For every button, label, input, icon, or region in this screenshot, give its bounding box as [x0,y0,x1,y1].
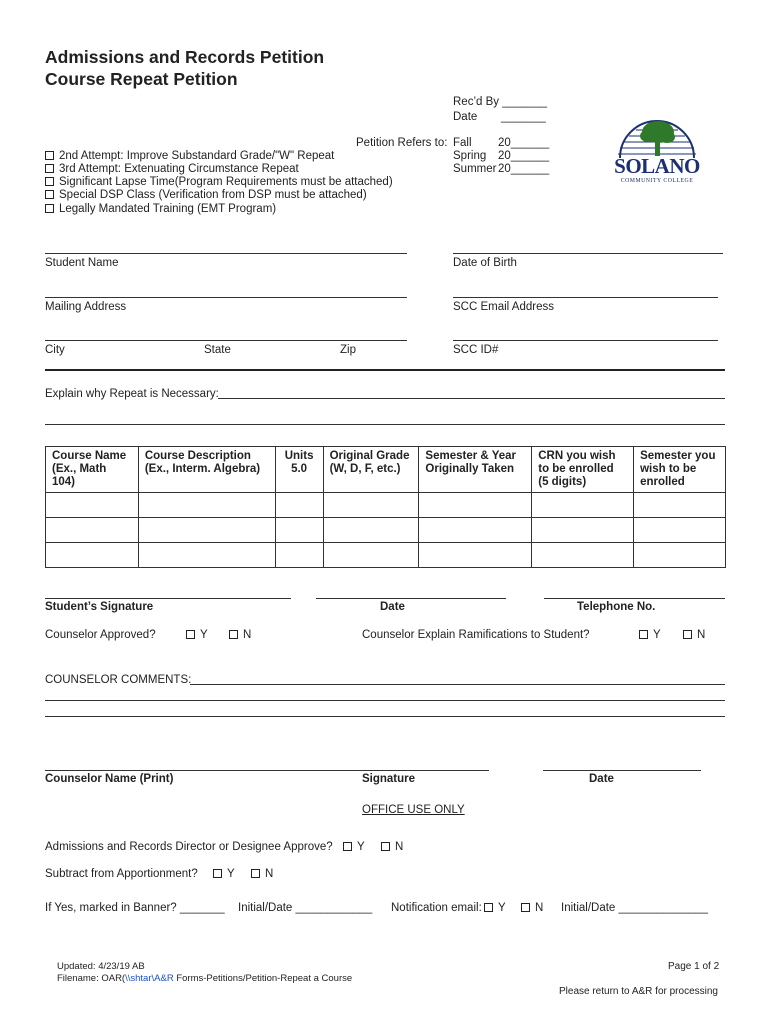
term-spring: Spring [453,150,487,162]
dob-label: Date of Birth [453,257,517,269]
col-units: Units 5.0 [275,447,323,493]
director-approve-yes[interactable]: Y [343,841,365,853]
table-row[interactable] [46,493,726,518]
checkbox-icon[interactable] [213,869,222,878]
table-row[interactable] [46,543,726,568]
course-table [45,446,726,568]
student-name-field[interactable] [45,253,407,254]
explain-label: Explain why Repeat is Necessary: [45,388,219,400]
checkbox-icon[interactable] [45,177,54,186]
term-fall: Fall [453,137,472,149]
city-state-zip-field[interactable] [45,340,407,341]
counselor-approved-label: Counselor Approved? [45,629,156,641]
scc-id-label: SCC ID# [453,344,499,356]
director-approve-no[interactable]: N [381,841,403,853]
term-spring-year: 20______ [498,150,550,162]
form-subtitle: Course Repeat Petition [45,69,238,89]
col-original-grade: Original Grade (W, D, F, etc.) [323,447,419,493]
notification-yes[interactable]: Y [484,902,506,914]
zip-label: Zip [340,344,356,356]
counselor-approved-no[interactable]: N [229,629,251,641]
counselor-date-label: Date [589,773,614,785]
mailing-address-field[interactable] [45,297,407,298]
email-field[interactable] [453,297,718,298]
checkbox-icon[interactable] [484,903,493,912]
term-summer: Summer [453,163,497,175]
subtract-yes[interactable]: Y [213,868,235,880]
checkbox-icon[interactable] [45,204,54,213]
table-row[interactable] [46,518,726,543]
reason-item[interactable]: Special DSP Class (Verification from DSP must be attached) [45,189,367,201]
term-fall-year: 20______ [498,137,550,149]
telephone-label: Telephone No. [577,601,656,613]
checkbox-icon[interactable] [45,164,54,173]
checkbox-icon[interactable] [186,630,195,639]
reason-item[interactable]: 2nd Attempt: Improve Substandard Grade/"W" Repeat [45,150,334,162]
mailing-address-label: Mailing Address [45,301,127,313]
checkbox-icon[interactable] [45,190,54,199]
counselor-signature-label: Signature [362,773,416,785]
city-label: City [45,344,65,356]
explain-field[interactable] [218,398,725,399]
checkbox-icon[interactable] [251,869,260,878]
director-approve-label: Admissions and Records Director or Designee Approve? [45,841,333,853]
term-summer-year: 20______ [498,163,550,175]
checkbox-icon[interactable] [683,630,692,639]
filename-link[interactable]: \\shtar\A&R [125,973,174,984]
counselor-name-label: Counselor Name (Print) [45,773,174,785]
email-label: SCC Email Address [453,301,554,313]
office-use-heading: OFFICE USE ONLY [362,804,465,816]
checkbox-icon[interactable] [343,842,352,851]
notification-no[interactable]: N [521,902,543,914]
checkbox-icon[interactable] [521,903,530,912]
section-divider [45,369,725,371]
refers-to-label: Petition Refers to: [356,137,448,149]
telephone-field[interactable] [544,598,725,599]
col-semester-enroll: Semester you wish to be enrolled [634,447,726,493]
reason-item[interactable]: Legally Mandated Training (EMT Program) [45,203,276,215]
notification-label: Notification email: [391,902,482,914]
comments-field-line2[interactable] [45,700,725,701]
reason-item[interactable]: 3rd Attempt: Extenuating Circumstance Repeat [45,163,299,175]
table-header-row [46,447,726,493]
comments-field-line3[interactable] [45,716,725,717]
ramifications-no[interactable]: N [683,629,705,641]
col-semester-taken: Semester & Year Originally Taken [419,447,532,493]
student-name-label: Student Name [45,257,119,269]
ramifications-label: Counselor Explain Ramifications to Student? [362,629,590,641]
checkbox-icon[interactable] [639,630,648,639]
reason-item[interactable]: Significant Lapse Time(Program Requirements must be attached) [45,176,393,188]
date-label: Date [453,111,478,123]
explain-field-line2[interactable] [45,424,725,425]
footer-page: Page 1 of 2 [668,961,720,972]
date-blank: _______ [501,111,546,123]
initial-date-2: Initial/Date ______________ [561,902,709,914]
banner-label: If Yes, marked in Banner? _______ [45,902,225,914]
col-course-name: Course Name (Ex., Math 104) [46,447,139,493]
scc-id-field[interactable] [453,340,718,341]
checkbox-icon[interactable] [229,630,238,639]
state-label: State [204,344,231,356]
footer-updated: Updated: 4/23/19 AB [57,961,145,972]
comments-field[interactable] [190,684,725,685]
student-signature-field[interactable] [45,598,291,599]
checkbox-icon[interactable] [381,842,390,851]
checkbox-icon[interactable] [45,151,54,160]
initial-date-1: Initial/Date ____________ [238,902,373,914]
subtract-no[interactable]: N [251,868,273,880]
col-course-description: Course Description (Ex., Interm. Algebra) [138,447,275,493]
logo-name: SOLANO [614,154,700,178]
counselor-date-field[interactable] [543,770,701,771]
student-signature-label: Student’s Signature [45,601,154,613]
subtract-label: Subtract from Apportionment? [45,868,198,880]
signature-date-field[interactable] [316,598,506,599]
footer-return: Please return to A&R for processing [559,986,718,997]
dob-field[interactable] [453,253,723,254]
col-crn: CRN you wish to be enrolled (5 digits) [532,447,634,493]
logo-sub: COMMUNITY COLLEGE [620,178,694,184]
counselor-comments-label: COUNSELOR COMMENTS: [45,674,192,686]
counselor-approved-yes[interactable]: Y [186,629,208,641]
footer-filename: Filename: OAR(\\shtar\A&R Forms-Petitions/Petition-Repeat a Course [57,973,353,984]
counselor-name-field[interactable] [45,770,489,771]
recd-by: Rec’d By _______ [453,96,547,108]
form-title: Admissions and Records Petition [45,47,325,67]
ramifications-yes[interactable]: Y [639,629,661,641]
solano-logo [612,108,702,190]
signature-date-label: Date [380,601,405,613]
